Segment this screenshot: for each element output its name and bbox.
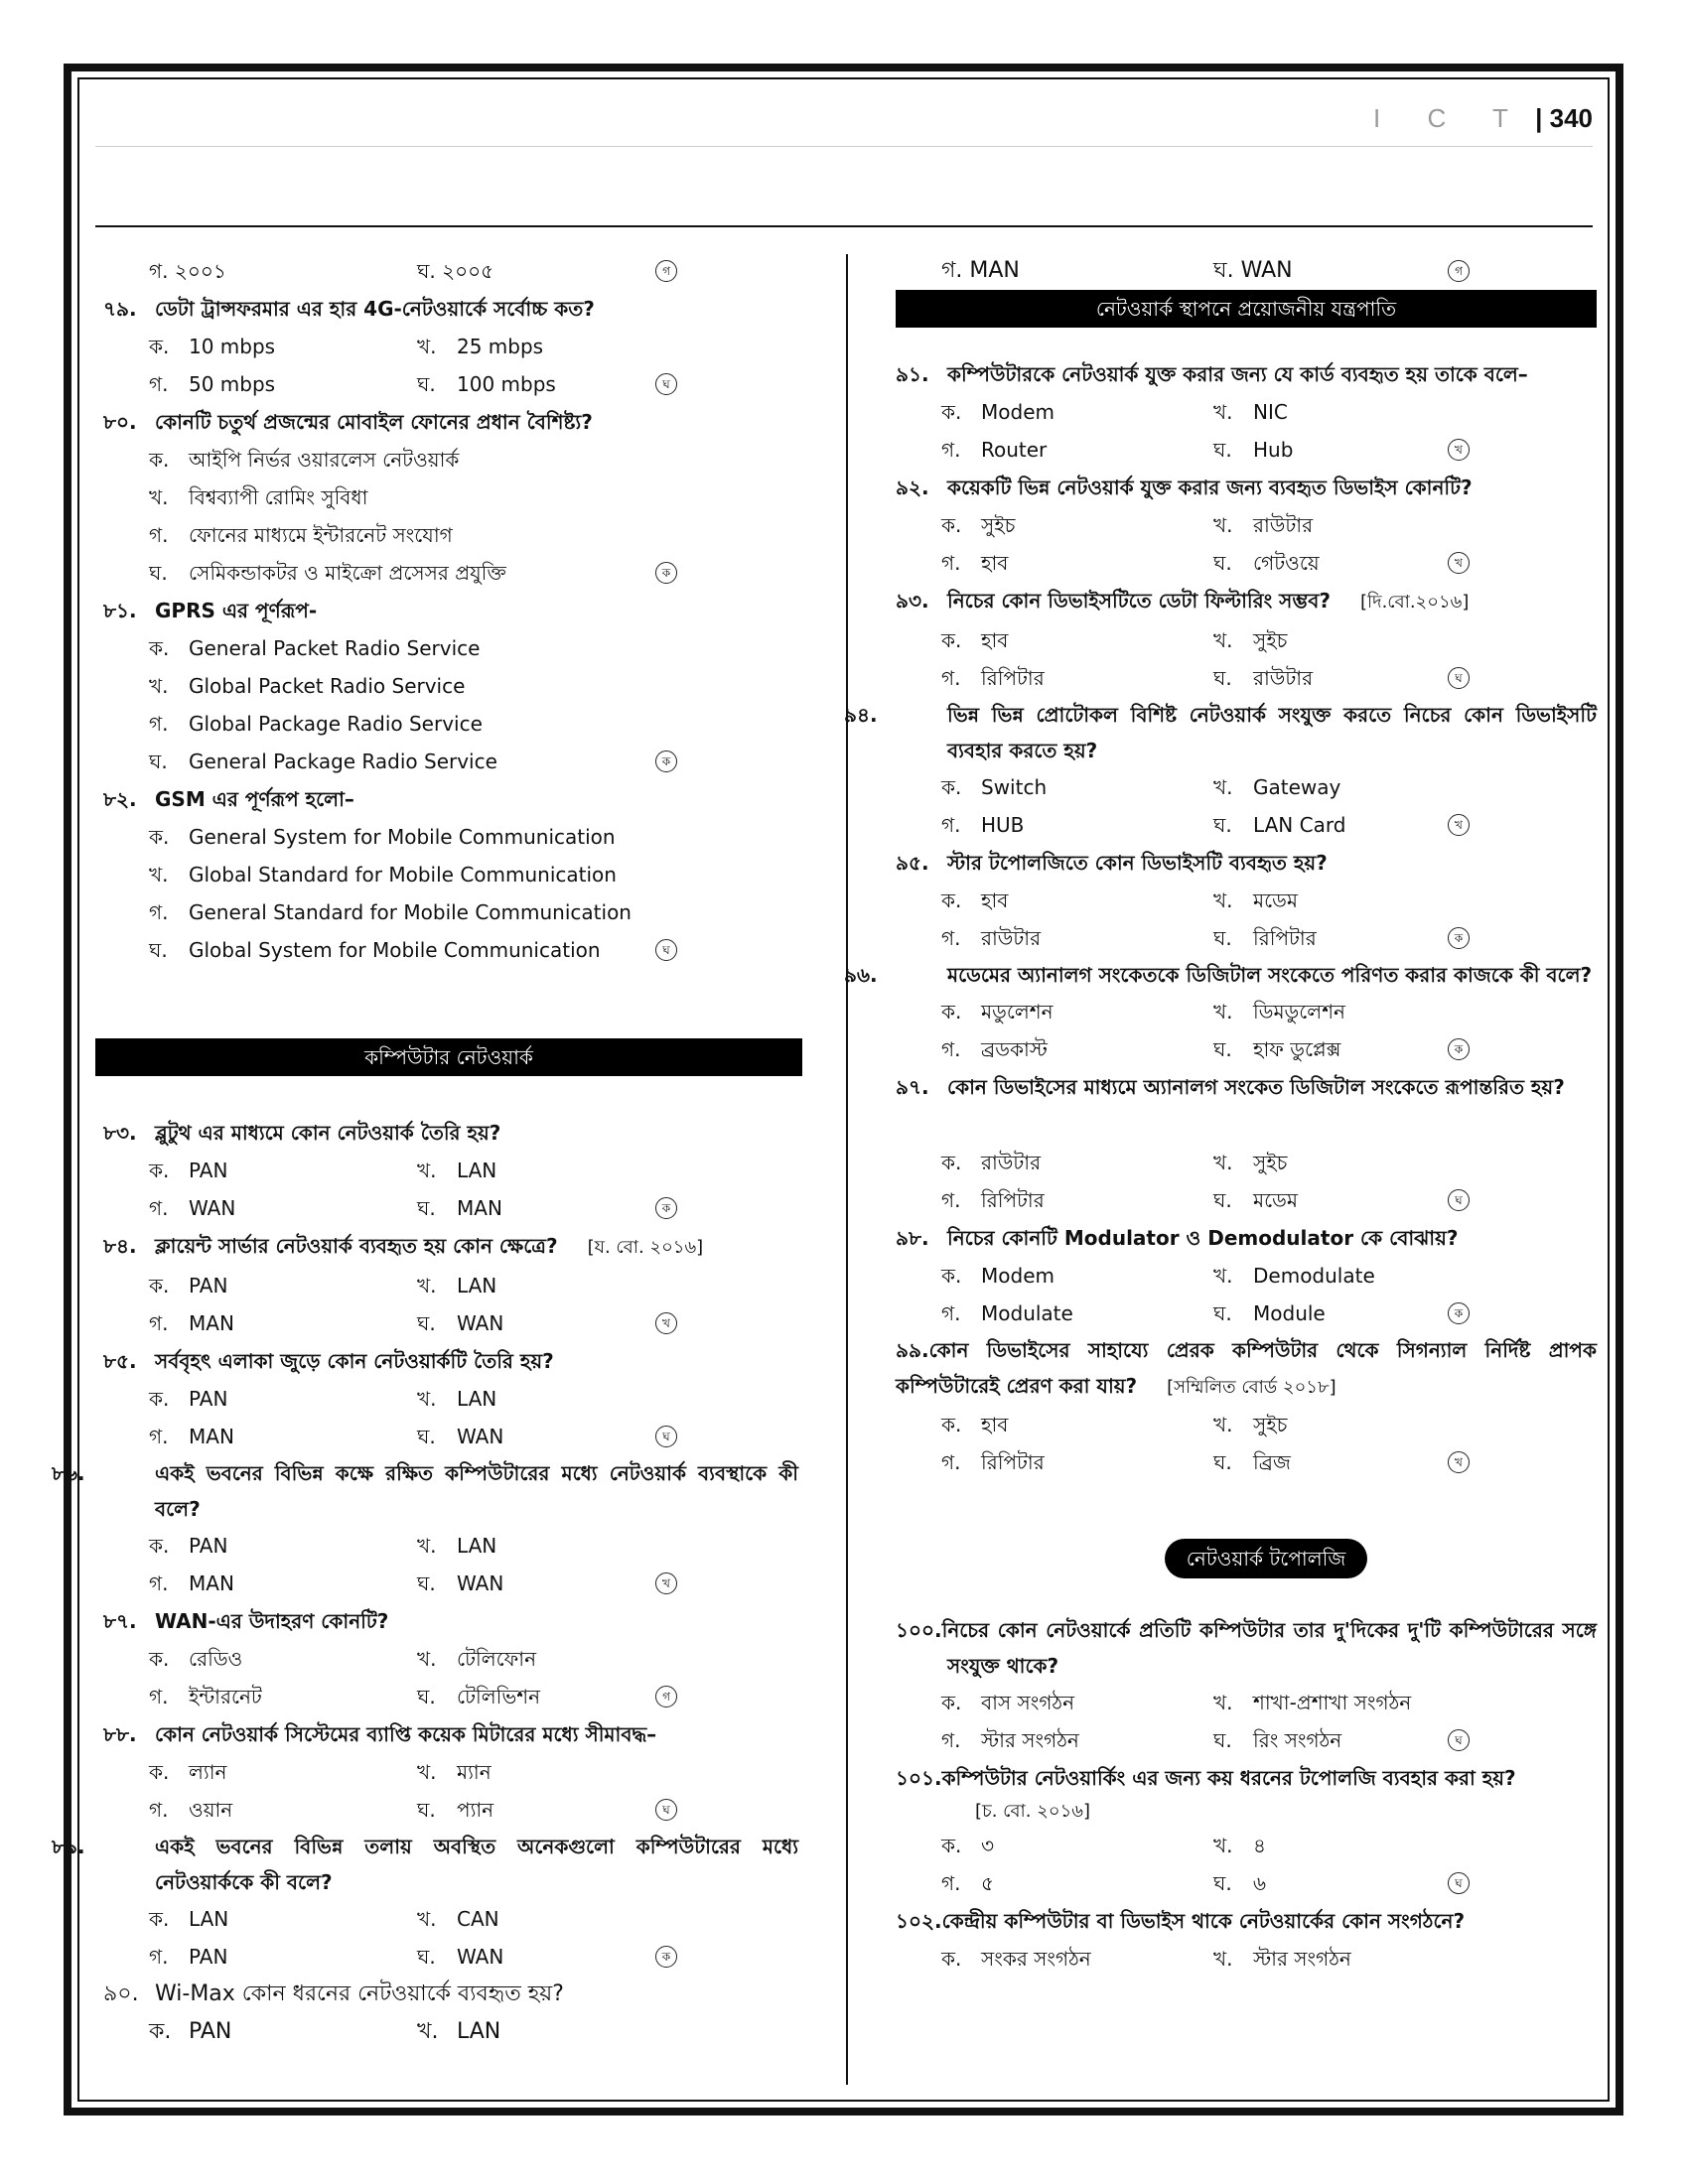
- question-text: কম্পিউটারকে নেটওয়ার্ক যুক্ত করার জন্য যে কার্ড ব্যবহৃত হয় তাকে বলে–: [947, 362, 1528, 386]
- option-row: [103, 1938, 798, 1976]
- option-row: [896, 806, 1597, 844]
- answer-marker: খ: [1448, 439, 1470, 461]
- option: ঘ. WAN: [417, 1425, 504, 1448]
- option: গ. General Standard for Mobile Communication: [149, 900, 632, 924]
- answer-marker: গ: [1448, 260, 1470, 282]
- question-text: সর্ববৃহৎ এলাকা জুড়ে কোন নেটওয়ার্কটি তৈরি হয়?: [155, 1349, 554, 1373]
- answer-marker: ক: [655, 1946, 677, 1968]
- option-row: [896, 993, 1597, 1030]
- option: ক. Modem: [941, 1264, 1055, 1288]
- option-row: [103, 1900, 798, 1938]
- answer-marker: ক: [1448, 1302, 1470, 1324]
- option-row: [103, 328, 798, 365]
- question: [896, 355, 1597, 393]
- option: খ. Demodulate: [1213, 1264, 1375, 1288]
- option-row: [896, 1827, 1597, 1864]
- option: গ. ৫: [941, 1871, 994, 1895]
- option-row: [896, 1443, 1597, 1481]
- question-text: স্টার টপোলজিতে কোন ডিভাইসটি ব্যবহৃত হয়?: [947, 851, 1328, 875]
- question-text: WAN-এর উদাহরণ কোনটি?: [155, 1609, 389, 1633]
- option: গ. ওয়ান: [149, 1798, 233, 1822]
- option: ক. PAN: [149, 1534, 228, 1558]
- option-row: [896, 393, 1597, 431]
- option: খ. সুইচ: [1213, 628, 1288, 652]
- option: ক. মডুলেশন: [941, 1000, 1054, 1024]
- question-number: ৯৮.: [896, 1226, 929, 1250]
- page-header: [1373, 103, 1593, 134]
- answer-marker: ক: [655, 562, 677, 584]
- option-row: [103, 252, 798, 290]
- option: ঘ. রিপিটার: [1213, 926, 1317, 950]
- option: ক. হাব: [941, 888, 1009, 912]
- option: খ. ম্যান: [417, 1760, 492, 1784]
- question: [103, 1342, 798, 1380]
- option: গ. ইন্টারনেট: [149, 1685, 262, 1708]
- option: ঘ. General Package Radio Service ক: [103, 743, 798, 780]
- option: ঘ. প্যান: [417, 1798, 494, 1822]
- right-column: [844, 252, 1597, 1978]
- option: খ. Global Standard for Mobile Communication: [149, 863, 617, 887]
- question: [103, 403, 798, 441]
- question: [103, 592, 798, 629]
- option: ঘ. 100 mbps: [417, 372, 556, 396]
- option: ঘ. WAN: [417, 1311, 504, 1335]
- answer-marker: ক: [655, 1197, 677, 1219]
- option: ঘ. ব্রিজ: [1213, 1450, 1291, 1474]
- option-row: [896, 1406, 1597, 1443]
- subject-label: I C T: [1373, 103, 1528, 133]
- option: ক. LAN: [149, 1907, 229, 1931]
- question-text: ক্লায়েন্ট সার্ভার নেটওয়ার্ক ব্যবহৃত হয় কোন ক্ষেত্রে?: [155, 1234, 558, 1258]
- option-row: [896, 252, 1597, 290]
- question-number: ৮০.: [103, 410, 137, 434]
- question-number: ৭৯.: [103, 297, 137, 321]
- option: গ. রিপিটার: [941, 1188, 1045, 1212]
- question-number: ৯৬.: [844, 963, 878, 987]
- option: ঘ. রিং সংগঠন: [1213, 1728, 1342, 1752]
- option: গ. Modulate: [941, 1301, 1073, 1325]
- question-text: কোন নেটওয়ার্ক সিস্টেমের ব্যাপ্তি কয়েক মিটারের মধ্যে সীমাবদ্ধ–: [155, 1722, 657, 1746]
- option: খ. বিশ্বব্যাপী রোমিং সুবিধা: [149, 485, 368, 509]
- option-row: [896, 882, 1597, 919]
- option: ক. PAN: [149, 1159, 228, 1182]
- option-row: [896, 431, 1597, 469]
- option: ঘ. হাফ ডুপ্লেক্স: [1213, 1037, 1341, 1061]
- option: ঘ. গেটওয়ে: [1213, 551, 1320, 575]
- question-number: ৯০.: [103, 1981, 139, 2006]
- question-source: [দি.বো.২০১৬]: [1359, 592, 1470, 613]
- question: [103, 1976, 798, 2013]
- option: ক. রেডিও: [149, 1647, 243, 1671]
- answer-marker: খ: [1448, 552, 1470, 574]
- question: [103, 1227, 798, 1267]
- option: গ. হাব: [941, 551, 1009, 575]
- option-row: [896, 1181, 1597, 1219]
- option: খ. মডেম: [1213, 888, 1298, 912]
- question-text: ব্লুটুথ এর মাধ্যমে কোন নেটওয়ার্ক তৈরি হয়?: [155, 1121, 501, 1145]
- question: [896, 1612, 1597, 1684]
- option: খ. Gateway: [1213, 775, 1341, 799]
- column-divider: [846, 254, 848, 2085]
- option: ঘ. WAN: [1213, 258, 1293, 283]
- option-row: [896, 621, 1597, 659]
- option: ঘ. MAN: [417, 1196, 502, 1220]
- option: গ. ফোনের মাধ্যমে ইন্টারনেট সংযোগ: [149, 523, 453, 547]
- option: গ. MAN: [149, 1425, 234, 1448]
- answer-marker: খ: [655, 1312, 677, 1334]
- question: [844, 697, 1597, 768]
- option: ঘ. WAN: [417, 1571, 504, 1595]
- question-number: ৯৯.: [896, 1338, 929, 1362]
- option: খ. শাখা-প্রশাখা সংগঠন: [1213, 1691, 1412, 1714]
- option-row: [896, 544, 1597, 582]
- answer-marker: ক: [1448, 927, 1470, 949]
- question: [896, 1332, 1597, 1406]
- option: ঘ. ২০০৫: [417, 259, 494, 283]
- option: গ. HUB: [941, 813, 1025, 837]
- option-row: [103, 1418, 798, 1455]
- option: খ. NIC: [1213, 400, 1288, 424]
- option: খ. LAN: [417, 1387, 497, 1411]
- option-row: [103, 1640, 798, 1678]
- option: গ. Global Package Radio Service: [149, 712, 483, 736]
- question: [103, 1715, 798, 1753]
- option-row: [103, 1189, 798, 1227]
- option: ঘ. WAN: [417, 1945, 504, 1969]
- question-text: কোন ডিভাইসের সাহায্যে প্রেরক কম্পিউটার থেকে সিগন্যাল নির্দিষ্ট প্রাপক কম্পিউটারেই প্রেরণ করা যায়?: [896, 1338, 1597, 1398]
- option: খ. সুইচ: [1213, 1413, 1288, 1436]
- option-row: [896, 1684, 1597, 1721]
- question: [896, 1068, 1597, 1144]
- option-row: [896, 768, 1597, 806]
- question: [896, 1219, 1597, 1257]
- option: খ. Global Packet Radio Service: [149, 674, 466, 698]
- option-row: [896, 506, 1597, 544]
- header-rule: [95, 225, 1593, 227]
- option: খ. সুইচ: [1213, 1151, 1288, 1174]
- option-row: [103, 1304, 798, 1342]
- option: খ. রাউটার: [1213, 513, 1314, 537]
- answer-marker: ক: [655, 751, 677, 772]
- option: ক. Modem: [941, 400, 1055, 424]
- option-row: [896, 1030, 1597, 1068]
- section-banner: কম্পিউটার নেটওয়ার্ক: [95, 1038, 802, 1076]
- question-text: ভিন্ন ভিন্ন প্রোটোকল বিশিষ্ট নেটওয়ার্ক সংযুক্ত করতে নিচের কোন ডিভাইসটি ব্যবহার করতে হয়?: [947, 703, 1597, 762]
- question: [52, 1455, 798, 1527]
- question: [103, 290, 798, 328]
- question: [103, 1602, 798, 1640]
- option-row: [896, 1257, 1597, 1295]
- option-row: [103, 1678, 798, 1715]
- question-number: ৯২.: [896, 476, 929, 499]
- option: ক. হাব: [941, 1413, 1009, 1436]
- question: [896, 844, 1597, 882]
- question-number: ৯৫.: [896, 851, 929, 875]
- answer-marker: গ: [655, 1686, 677, 1707]
- page-number: | 340: [1535, 103, 1593, 133]
- option: গ. PAN: [149, 1945, 228, 1969]
- question-number: ৯১.: [896, 362, 929, 386]
- answer-marker: ঘ: [1448, 1729, 1470, 1751]
- option: ঘ. Hub: [1213, 438, 1294, 462]
- question: [103, 1114, 798, 1152]
- option: ক. PAN: [149, 1274, 228, 1297]
- option: খ. ডিমডুলেশন: [1213, 1000, 1345, 1024]
- option: গ. MAN: [941, 258, 1020, 283]
- option: ক. সুইচ: [941, 513, 1016, 537]
- question-number: ৮১.: [103, 599, 137, 622]
- question-text: নিচের কোন ডিভাইসটিতে ডেটা ফিল্টারিং সম্ভব?: [947, 589, 1331, 613]
- question-number: ৮৩.: [103, 1121, 137, 1145]
- option: খ. LAN: [417, 1159, 497, 1182]
- question-number: ৮৭.: [103, 1609, 137, 1633]
- option: ক. 10 mbps: [149, 335, 276, 358]
- option: গ. 50 mbps: [149, 372, 276, 396]
- answer-marker: ঘ: [655, 939, 677, 961]
- option-row: [896, 1940, 1597, 1978]
- question-number: ১০০.: [896, 1618, 942, 1642]
- option: ঘ. সেমিকন্ডাকটর ও মাইক্রো প্রসেসর প্রযুক্তি ক: [103, 554, 798, 592]
- option-row: [103, 1527, 798, 1565]
- option: ঘ. ৬: [1213, 1871, 1267, 1895]
- option: খ. CAN: [417, 1907, 499, 1931]
- option: খ. LAN: [417, 1274, 497, 1297]
- answer-marker: ঘ: [1448, 1189, 1470, 1211]
- option: ঘ. LAN Card: [1213, 813, 1346, 837]
- question-text: কোনটি চতুর্থ প্রজন্মের মোবাইল ফোনের প্রধান বৈশিষ্ট্য?: [155, 410, 593, 434]
- question-text: কেন্দ্রীয় কম্পিউটার বা ডিভাইস থাকে নেটওয়ার্কের কোন সংগঠনে?: [941, 1909, 1466, 1933]
- option: গ. MAN: [149, 1311, 234, 1335]
- option: গ. স্টার সংগঠন: [941, 1728, 1079, 1752]
- section-pill: নেটওয়ার্ক টপোলজি: [1165, 1539, 1367, 1578]
- option: খ. 25 mbps: [417, 335, 544, 358]
- option-row: [103, 1753, 798, 1791]
- answer-marker: গ: [655, 260, 677, 282]
- question-text: কোন ডিভাইসের মাধ্যমে অ্যানালগ সংকেত ডিজিটাল সংকেতে রূপান্তরিত হয়?: [947, 1075, 1565, 1099]
- header-rule-light: [95, 146, 1593, 147]
- option-row: [103, 1791, 798, 1829]
- option-row: [103, 1380, 798, 1418]
- option: ঘ. Global System for Mobile Communication ঘ: [103, 931, 798, 969]
- option: ক. সংকর সংগঠন: [941, 1947, 1091, 1971]
- section-banner: নেটওয়ার্ক স্থাপনে প্রয়োজনীয় যন্ত্রপাতি: [896, 290, 1597, 328]
- question: [844, 957, 1597, 993]
- question-source: [সম্মিলিত বোর্ড ২০১৮]: [1167, 1377, 1336, 1398]
- option: খ. টেলিফোন: [417, 1647, 537, 1671]
- answer-marker: খ: [655, 1572, 677, 1594]
- question-text: নিচের কোনটি Modulator ও Demodulator কে বোঝায়?: [947, 1226, 1459, 1250]
- question-number: ১০২.: [896, 1909, 942, 1933]
- option-row: [896, 659, 1597, 697]
- option-row: [103, 365, 798, 403]
- option: গ. MAN: [149, 1571, 234, 1595]
- question-number: ৮৯.: [52, 1835, 85, 1858]
- question-number: ৯৩.: [896, 589, 929, 613]
- option: ঘ. টেলিভিশন: [417, 1685, 541, 1708]
- option: ক. রাউটার: [941, 1151, 1042, 1174]
- question-text: মডেমের অ্যানালগ সংকেতকে ডিজিটাল সংকেতে পরিণত করার কাজকে কী বলে?: [947, 963, 1593, 987]
- answer-marker: ঘ: [655, 1426, 677, 1447]
- question-number: ৯৭.: [896, 1075, 929, 1099]
- option: গ. Router: [941, 438, 1048, 462]
- question-text: কম্পিউটার নেটওয়ার্কিং এর জন্য কয় ধরনের টপোলজি ব্যবহার করা হয়?: [941, 1766, 1516, 1790]
- option-row: [896, 1144, 1597, 1181]
- question-text: নিচের কোন নেটওয়ার্কে প্রতিটি কম্পিউটার তার দু'দিকের দু'টি কম্পিউটারের সঙ্গে সংযুক্ত থাকে?: [941, 1618, 1597, 1678]
- question-text: একই ভবনের বিভিন্ন কক্ষে রক্ষিত কম্পিউটারের মধ্যে নেটওয়ার্ক ব্যবস্থাকে কী বলে?: [155, 1461, 798, 1521]
- option: গ. ২০০১: [149, 259, 226, 283]
- option: ঘ. রাউটার: [1213, 666, 1314, 690]
- question: [896, 1902, 1597, 1940]
- question-number: ১০১.: [896, 1766, 942, 1790]
- option: ক. হাব: [941, 628, 1009, 652]
- question-source-line: [896, 1797, 1597, 1827]
- answer-marker: খ: [1448, 1451, 1470, 1473]
- option: ক. Switch: [941, 775, 1048, 799]
- option: ক. PAN: [149, 2019, 232, 2044]
- question-text: একই ভবনের বিভিন্ন তলায় অবস্থিত অনেকগুলো কম্পিউটারের মধ্যে নেটওয়ার্ককে কী বলে?: [155, 1835, 798, 1894]
- question-source: [য. বো. ২০১৬]: [587, 1237, 704, 1258]
- option-row: [103, 1267, 798, 1304]
- option-row: [103, 1565, 798, 1602]
- question: [896, 469, 1597, 506]
- option: ক. General System for Mobile Communication: [149, 825, 616, 849]
- option: গ. রিপিটার: [941, 1450, 1045, 1474]
- option-row: [103, 2013, 798, 2051]
- question: [896, 1759, 1597, 1797]
- option: ক. ৩: [941, 1834, 995, 1857]
- question: [103, 780, 798, 818]
- option-row: [896, 1721, 1597, 1759]
- option: ক. বাস সংগঠন: [941, 1691, 1075, 1714]
- option: খ. LAN: [417, 1534, 497, 1558]
- answer-marker: খ: [1448, 814, 1470, 836]
- question-source: [চ. বো. ২০১৬]: [975, 1801, 1090, 1822]
- option: খ. ৪: [1213, 1834, 1266, 1857]
- question-text: কয়েকটি ভিন্ন নেটওয়ার্ক যুক্ত করার জন্য ব্যবহৃত ডিভাইস কোনটি?: [947, 476, 1473, 499]
- option-row: [896, 1864, 1597, 1902]
- question-number: ৮৫.: [103, 1349, 137, 1373]
- option-row: [896, 1295, 1597, 1332]
- answer-marker: ঘ: [655, 373, 677, 395]
- option-row: [103, 1152, 798, 1189]
- question: [52, 1829, 798, 1900]
- option: ক. PAN: [149, 1387, 228, 1411]
- option: খ. LAN: [417, 2019, 501, 2044]
- left-column: [52, 252, 798, 2051]
- answer-marker: ক: [1448, 1038, 1470, 1060]
- option: ক. ল্যান: [149, 1760, 227, 1784]
- option-row: [896, 919, 1597, 957]
- answer-marker: ঘ: [1448, 1872, 1470, 1894]
- question-number: ৮৮.: [103, 1722, 137, 1746]
- answer-marker: ঘ: [1448, 667, 1470, 689]
- option: খ. স্টার সংগঠন: [1213, 1947, 1351, 1971]
- question-text: GSM এর পূর্ণরূপ হলো–: [155, 787, 354, 811]
- question-number: ৮৪.: [103, 1234, 137, 1258]
- question-text: GPRS এর পূর্ণরূপ-: [155, 599, 318, 622]
- question-number: ৮২.: [103, 787, 137, 811]
- question-number: ৯৪.: [844, 703, 878, 727]
- answer-marker: ঘ: [655, 1799, 677, 1821]
- option: ঘ. মডেম: [1213, 1188, 1298, 1212]
- question-text: Wi-Max কোন ধরনের নেটওয়ার্কে ব্যবহৃত হয়?: [155, 1981, 564, 2006]
- option: গ. রিপিটার: [941, 666, 1045, 690]
- option: গ. রাউটার: [941, 926, 1042, 950]
- question-number: ৮৬.: [52, 1461, 85, 1485]
- option: ক. General Packet Radio Service: [149, 636, 481, 660]
- question: [896, 582, 1597, 621]
- option: গ. ব্রডকাস্ট: [941, 1037, 1048, 1061]
- option: ঘ. Module: [1213, 1301, 1326, 1325]
- option: ক. আইপি নির্ভর ওয়ারলেস নেটওয়ার্ক: [149, 448, 460, 472]
- question-text: ডেটা ট্রান্সফরমার এর হার 4G-নেটওয়ার্কে সর্বোচ্চ কত?: [155, 297, 595, 321]
- option: গ. WAN: [149, 1196, 236, 1220]
